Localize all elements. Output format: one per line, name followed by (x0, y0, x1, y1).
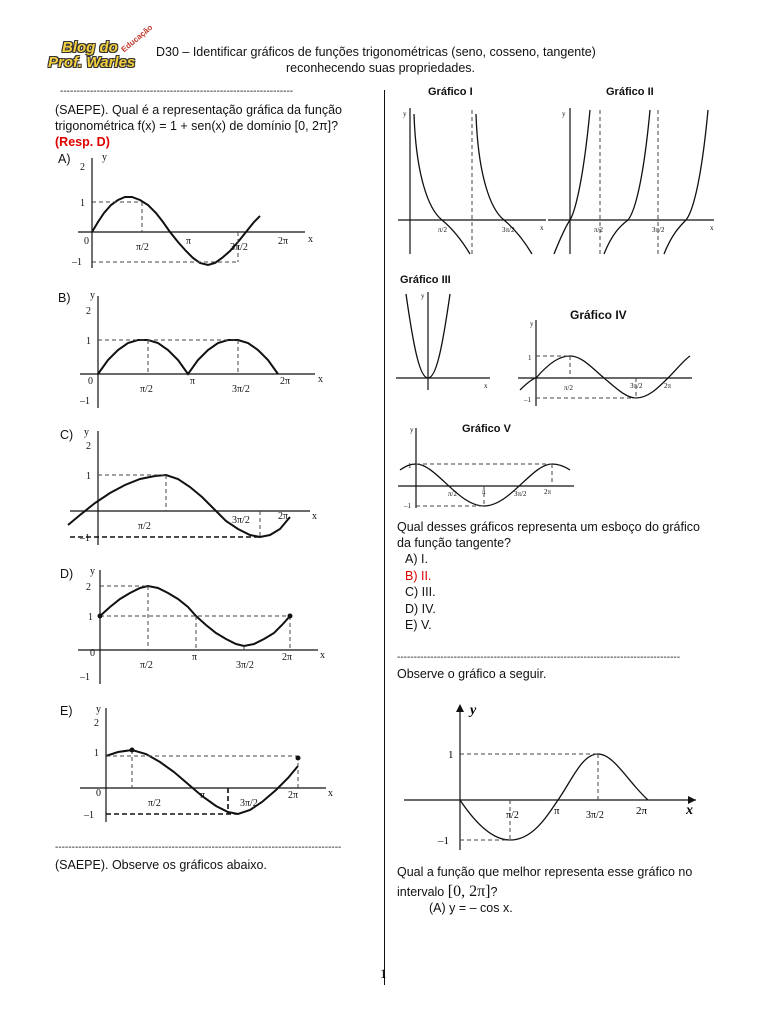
answer-e[interactable]: E) V. (405, 618, 432, 632)
x-label: x (686, 803, 693, 818)
q2-question-line2: da função tangente? (397, 536, 511, 550)
tick-1: 1 (80, 198, 85, 209)
tick-2pi: 2π (636, 805, 648, 817)
graph-title-4: Gráfico IV (570, 308, 627, 322)
curve (460, 754, 648, 840)
y-label: y (562, 110, 566, 118)
svg-text:0: 0 (96, 788, 101, 799)
blog-logo (48, 22, 155, 80)
q1-line1: (SAEPE). Qual é a representação gráfica da função (55, 103, 342, 117)
svg-text:0: 0 (90, 648, 95, 659)
option-e-label: E) (60, 704, 73, 718)
tick-2pi: 2π (280, 376, 291, 387)
logo-line1: Blog do (62, 39, 118, 56)
tick-minus-1: –1 (80, 396, 90, 407)
svg-text:0: 0 (88, 376, 93, 387)
y-label: y (102, 152, 107, 163)
tick-pi: π (192, 652, 198, 663)
graph-title-5: Gráfico V (462, 423, 511, 435)
q2-question (397, 519, 717, 551)
tick-2pi: 2π (544, 488, 552, 496)
logo-tag: Educação (119, 22, 155, 55)
tick-1: 1 (86, 336, 91, 347)
tick-2: 2 (94, 718, 99, 729)
tick-minus-1: –1 (72, 257, 82, 268)
tick-pi: π (482, 488, 486, 496)
logo-line2: Prof. Warles (48, 54, 136, 71)
tick-3pi-2: 3π/2 (652, 226, 665, 234)
graph-iii (396, 290, 496, 390)
tick-3pi-2: 3π/2 (586, 810, 604, 821)
graph-option-a (60, 150, 320, 275)
tick-3pi-2: 3π/2 (240, 798, 258, 809)
tick-pi: π (186, 236, 192, 247)
tick-pi-2: π/2 (148, 798, 161, 809)
x-label: x (484, 382, 488, 390)
tick-pi-2: π/2 (564, 384, 573, 392)
tick-pi-2: π/2 (140, 384, 153, 395)
x-label: x (320, 650, 325, 661)
tick-minus-1: –1 (80, 533, 90, 544)
x-label: x (540, 224, 544, 232)
page-title (156, 44, 636, 76)
graph-title-2: Gráfico II (606, 86, 654, 98)
curve (106, 750, 298, 814)
option-b-label: B) (58, 291, 71, 305)
tick-3pi-2: 3π/2 (630, 382, 643, 390)
q2-answers (405, 551, 436, 634)
tick-1: 1 (528, 354, 532, 362)
graph-option-d (60, 564, 330, 689)
q1-text (55, 102, 375, 150)
y-label: y (96, 704, 101, 715)
column-divider (384, 90, 385, 985)
tick-3pi-2: 3π/2 (514, 490, 527, 498)
y-label: y (410, 426, 414, 434)
y-label: y (90, 290, 95, 301)
tick-pi-2: π/2 (438, 226, 447, 234)
q2-question-line1: Qual desses gráficos representa um esboço do gráfico (397, 520, 700, 534)
q1-resp: (Resp. D) (55, 135, 110, 149)
tick-2pi: 2π (278, 511, 289, 522)
tick-pi-2: π/2 (136, 242, 149, 253)
tick-minus-1: –1 (84, 810, 94, 821)
y-label: y (470, 703, 477, 718)
q2-divider: -------------------------------------------------------------------------------------- (55, 842, 342, 853)
q3-interval-suffix: ? (490, 885, 498, 899)
tick-2: 2 (86, 306, 91, 317)
option-a-label: A) (58, 152, 71, 166)
curve (98, 340, 278, 374)
curve (92, 197, 260, 265)
tick-minus-1: –1 (524, 396, 531, 404)
tick-1: 1 (408, 462, 412, 470)
graph-q3 (400, 700, 710, 860)
q3-interval: [0, 2π] (447, 883, 491, 900)
tick-1: 1 (86, 471, 91, 482)
q3-question-line1: Qual a função que melhor representa esse gráfico no (397, 865, 693, 879)
q3-option-a[interactable]: (A) y = – cos x. (429, 901, 513, 915)
tick-3pi-2: 3π/2 (236, 660, 254, 671)
tick-3pi-2: 3π/2 (232, 384, 250, 395)
tick-1: 1 (88, 612, 93, 623)
tick-pi-2: π/2 (140, 660, 153, 671)
answer-d[interactable]: D) IV. (405, 601, 436, 616)
tick-pi-2: π/2 (448, 490, 457, 498)
answer-a[interactable]: A) I. (405, 552, 428, 566)
title-line1: D30 – Identificar gráficos de funções trigonométricas (seno, cosseno, tangente) (156, 45, 596, 59)
tick-pi-2: π/2 (138, 521, 151, 532)
x-label: x (318, 374, 323, 385)
graph-option-c (60, 425, 330, 550)
y-label: y (421, 292, 425, 300)
svg-text:0: 0 (84, 236, 89, 247)
tick-3pi-2: 3π/2 (230, 242, 248, 253)
tick-2pi: 2π (282, 652, 293, 663)
q3-question (397, 864, 717, 916)
x-label: x (312, 511, 317, 522)
tick-pi-2: π/2 (506, 810, 519, 821)
tick-2pi: 2π (278, 236, 289, 247)
tick-3pi-2: 3π/2 (232, 515, 250, 526)
x-label: x (710, 224, 714, 232)
page-number: 1 (380, 966, 387, 981)
graph-option-e (60, 702, 340, 827)
q3-divider: ------------------------------------------------------------------------------------- (397, 652, 681, 663)
tick-pi: π (200, 790, 206, 801)
q1-line2: trigonométrica f(x) = 1 + sen(x) de domínio [0, 2π]? (55, 119, 339, 133)
tick-minus-1: –1 (438, 835, 449, 847)
tick-2: 2 (86, 441, 91, 452)
title-line2: reconhecendo suas propriedades. (286, 61, 476, 75)
y-label: y (530, 320, 534, 328)
graph-option-b (60, 288, 330, 413)
q2-intro: (SAEPE). Observe os gráficos abaixo. (55, 858, 267, 872)
tick-2pi: 2π (664, 382, 672, 390)
y-label: y (403, 110, 407, 118)
x-label: x (308, 234, 313, 245)
q3-interval-prefix: intervalo (397, 885, 445, 899)
tick-minus-1: –1 (80, 672, 90, 683)
tick-2pi: 2π (288, 790, 299, 801)
graph-iv (516, 318, 696, 408)
tick-pi-2: π/2 (594, 226, 603, 234)
x-label: x (328, 788, 333, 799)
answer-c[interactable]: C) III. (405, 585, 436, 599)
graph-v (398, 426, 578, 510)
graph-ii (548, 104, 718, 254)
tick-1: 1 (94, 748, 99, 759)
option-c-label: C) (60, 428, 74, 442)
q1-divider: ---------------------------------------------------------------------- (60, 86, 294, 97)
tick-1: 1 (448, 749, 454, 761)
tick-2: 2 (80, 162, 85, 173)
y-label: y (90, 566, 95, 577)
graph-title-3: Gráfico III (400, 274, 451, 286)
tick-3pi-2: 3π/2 (502, 226, 515, 234)
option-d-label: D) (60, 567, 74, 581)
graph-i (398, 104, 548, 254)
answer-b[interactable]: B) II. (405, 568, 432, 583)
tick-pi: π (554, 805, 560, 817)
q3-intro: Observe o gráfico a seguir. (397, 667, 547, 681)
tick-pi: π (190, 376, 196, 387)
curve (68, 475, 290, 537)
graph-title-1: Gráfico I (428, 86, 473, 98)
tick-minus-1: –1 (404, 502, 411, 510)
tick-2: 2 (86, 582, 91, 593)
y-label: y (84, 427, 89, 438)
